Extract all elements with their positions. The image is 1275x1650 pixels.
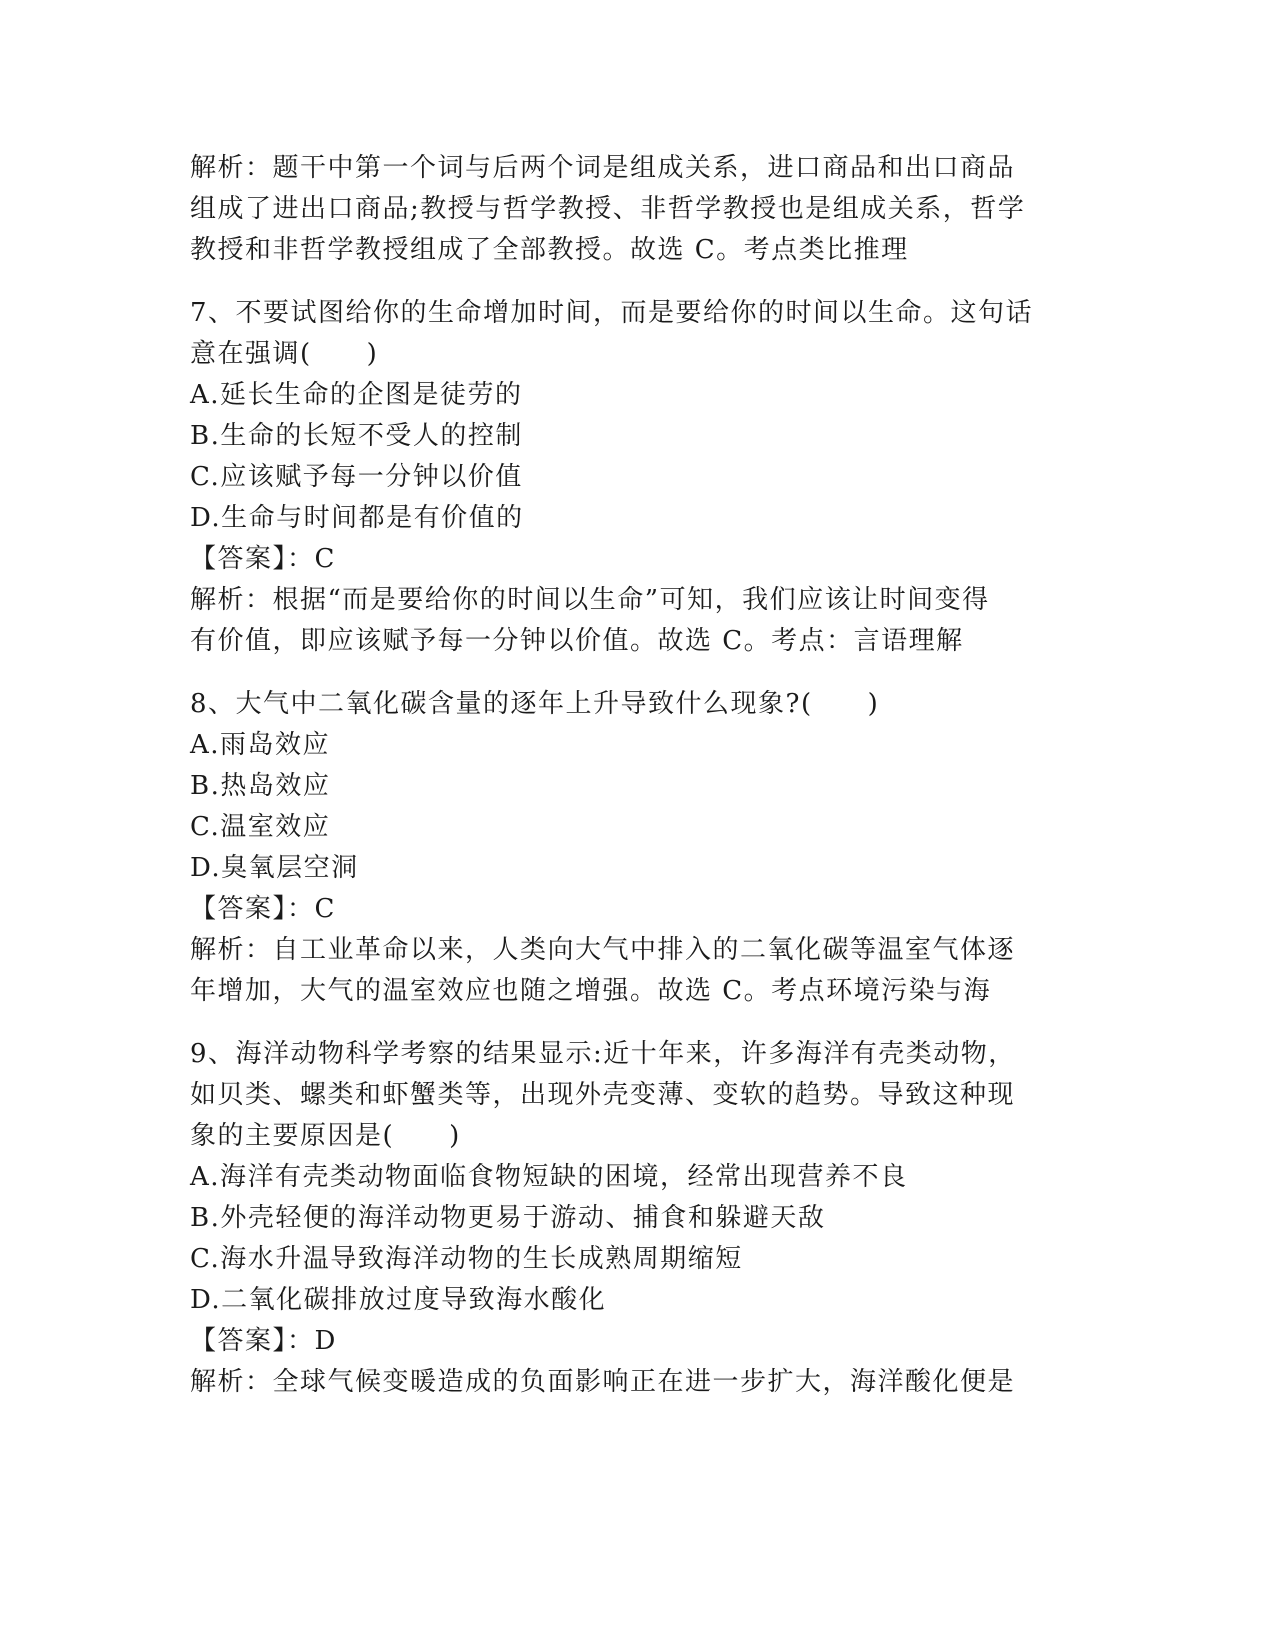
analysis-line: 解析：全球气候变暖造成的负面影响正在进一步扩大，海洋酸化便是 [190, 1367, 1016, 1397]
analysis-line: 解析：题干中第一个词与后两个词是组成关系，进口商品和出口商品 [190, 153, 1016, 183]
analysis-line: 教授和非哲学教授组成了全部教授。故选 C。考点类比推理 [190, 235, 909, 265]
option-a: A.延长生命的企图是徒劳的 [190, 380, 523, 410]
answer: 【答案】：C [190, 544, 336, 574]
question-stem: 象的主要原因是( ) [190, 1121, 461, 1151]
question-stem: 如贝类、螺类和虾蟹类等，出现外壳变薄、变软的趋势。导致这种现 [190, 1080, 1016, 1110]
option-c: C.海水升温导致海洋动物的生长成熟周期缩短 [190, 1244, 743, 1274]
option-b: B.生命的长短不受人的控制 [190, 421, 523, 451]
question-stem: 8、大气中二氧化碳含量的逐年上升导致什么现象?( ) [190, 689, 880, 719]
option-a: A.雨岛效应 [190, 730, 331, 760]
option-c: C.温室效应 [190, 812, 331, 842]
question-7 [190, 293, 1090, 662]
analysis-line: 解析：根据“而是要给你的时间以生命”可知，我们应该让时间变得 [190, 585, 990, 615]
question-stem: 9、海洋动物科学考察的结果显示:近十年来，许多海洋有壳类动物， [190, 1039, 1016, 1069]
document-page [190, 148, 1090, 1403]
analysis-line: 有价值，即应该赋予每一分钟以价值。故选 C。考点：言语理解 [190, 626, 964, 656]
question-9 [190, 1034, 1090, 1403]
option-a: A.海洋有壳类动物面临食物短缺的困境，经常出现营养不良 [190, 1162, 908, 1192]
option-b: B.外壳轻便的海洋动物更易于游动、捕食和躲避天敌 [190, 1203, 826, 1233]
question-8 [190, 684, 1090, 1012]
answer: 【答案】：C [190, 894, 336, 924]
option-c: C.应该赋予每一分钟以价值 [190, 462, 523, 492]
question-stem: 意在强调( ) [190, 339, 379, 369]
question-stem: 7、不要试图给你的生命增加时间，而是要给你的时间以生命。这句话 [190, 298, 1034, 328]
answer: 【答案】：D [190, 1326, 337, 1356]
intro-analysis [190, 148, 1090, 271]
analysis-line: 组成了进出口商品;教授与哲学教授、非哲学教授也是组成关系，哲学 [190, 194, 1026, 224]
analysis-line: 年增加，大气的温室效应也随之增强。故选 C。考点环境污染与海 [190, 976, 992, 1006]
analysis-line: 解析：自工业革命以来，人类向大气中排入的二氧化碳等温室气体逐 [190, 935, 1016, 965]
option-d: D.生命与时间都是有价值的 [190, 503, 524, 533]
option-b: B.热岛效应 [190, 771, 331, 801]
option-d: D.二氧化碳排放过度导致海水酸化 [190, 1285, 607, 1315]
option-d: D.臭氧层空洞 [190, 853, 359, 883]
